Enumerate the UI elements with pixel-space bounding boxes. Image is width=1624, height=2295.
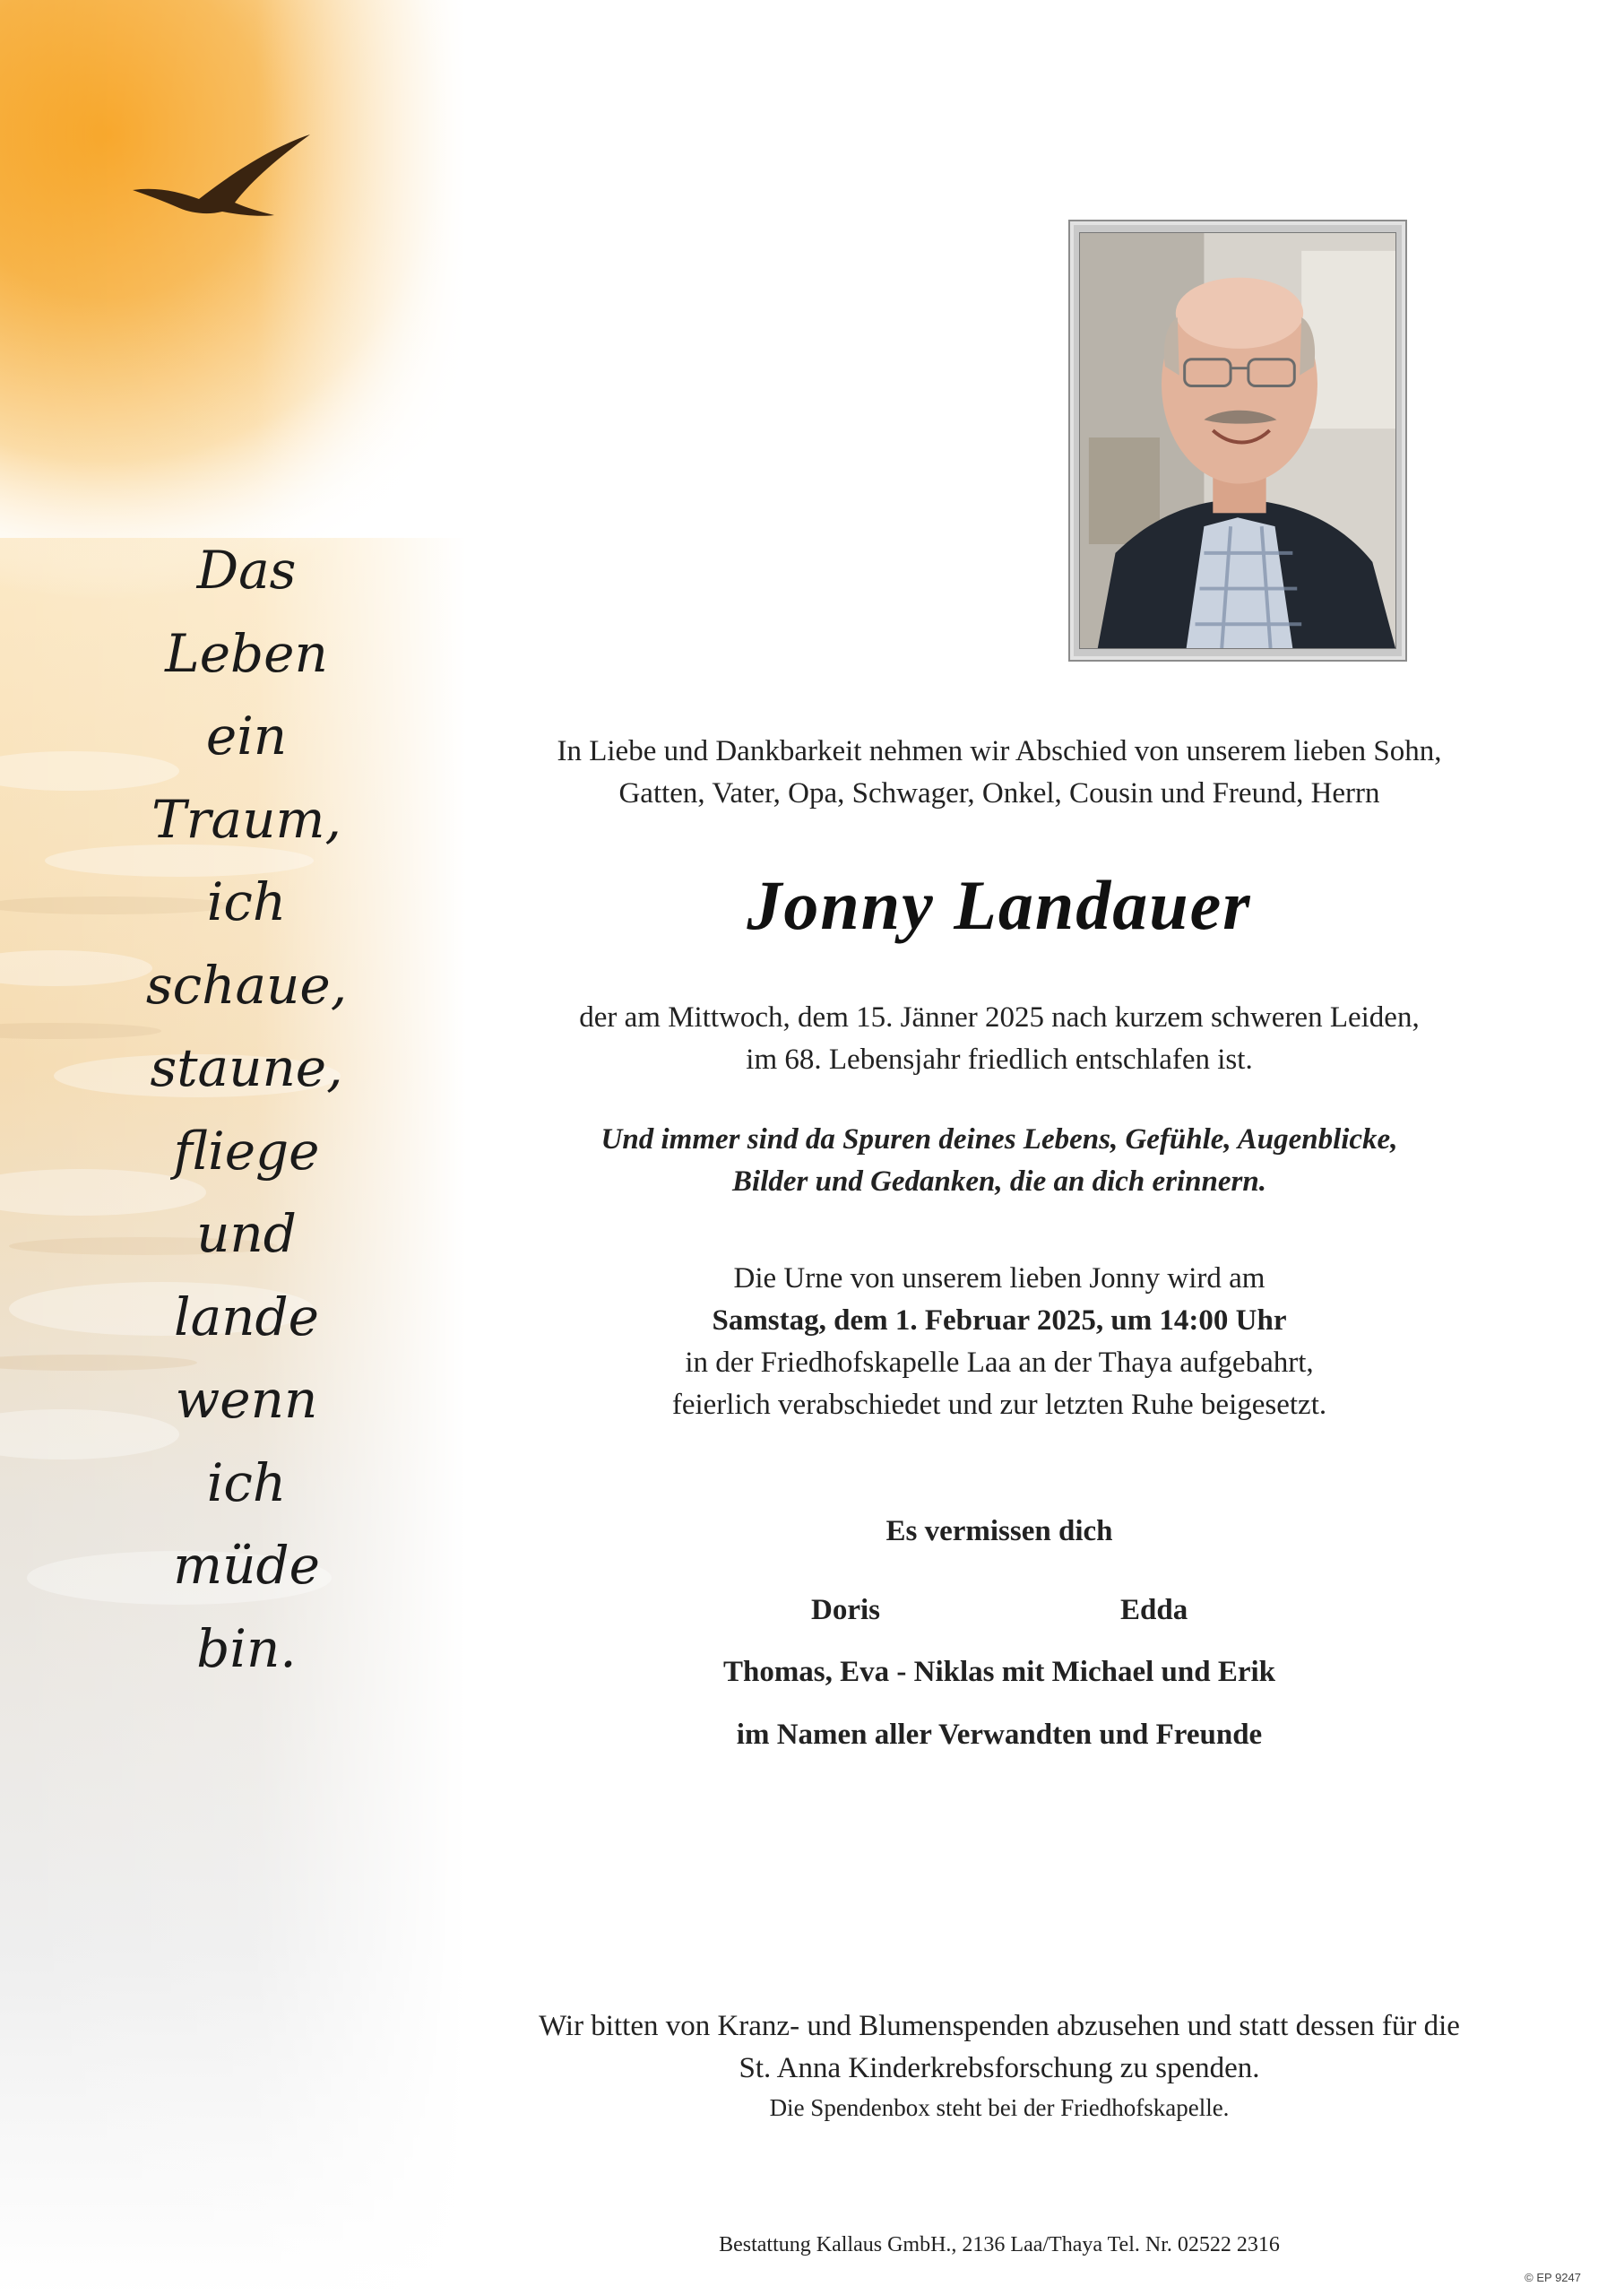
quote-line: Und immer sind da Spuren deines Lebens, Gefühle, Augenblicke, [600, 1123, 1398, 1156]
poem-line: lande [174, 1286, 319, 1347]
print-code: © EP 9247 [1525, 2271, 1581, 2284]
poem-line: ich [206, 871, 287, 932]
portrait-photo [1079, 232, 1396, 649]
funeral-home-footer: Bestattung Kallaus GmbH., 2136 Laa/Thaya Tel. Nr. 02522 2316 [719, 2233, 1280, 2256]
deceased-name: Jonny Landauer [747, 866, 1252, 944]
poem-line: wenn [175, 1369, 318, 1430]
poem-line: Leben [165, 622, 328, 684]
poem-line: und [196, 1203, 297, 1264]
death-line: im 68. Lebensjahr friedlich entschlafen ist. [746, 1044, 1253, 1076]
poem-line: ich [206, 1451, 287, 1513]
funeral-line: Die Urne von unserem lieben Jonny wird am [733, 1262, 1266, 1295]
poem-line: schaue, [145, 954, 348, 1016]
intro-text [466, 731, 1533, 815]
funeral-details [466, 1258, 1533, 1426]
poem-line: bin. [196, 1617, 297, 1679]
mourner-name: Doris [811, 1594, 880, 1626]
death-details [466, 997, 1533, 1081]
intro-line: Gatten, Vater, Opa, Schwager, Onkel, Cousin und Freund, Herrn [618, 777, 1380, 810]
poem-line: Das [196, 540, 297, 601]
poem-line: ein [205, 706, 288, 766]
poem-line: fliege [173, 1120, 320, 1182]
poem-line: staune, [150, 1037, 343, 1098]
intro-line: In Liebe und Dankbarkeit nehmen wir Abschied von unserem lieben Sohn, [557, 735, 1442, 767]
donation-note [466, 2005, 1533, 2126]
memorial-quote [466, 1119, 1533, 1203]
mourners-relatives: im Namen aller Verwandten und Freunde [736, 1719, 1263, 1751]
poem-line: Traum, [151, 788, 341, 850]
donation-line: Wir bitten von Kranz- und Blumenspenden abzusehen und statt dessen für die [539, 2010, 1460, 2042]
mourners-family: Thomas, Eva - Niklas mit Michael und Erik [722, 1656, 1276, 1688]
donation-box-note: Die Spendenbox steht bei der Friedhofskapelle. [769, 2094, 1230, 2121]
funeral-line: in der Friedhofskapelle Laa an der Thaya aufgebahrt, [685, 1347, 1314, 1379]
portrait-frame [1068, 220, 1407, 662]
quote-line: Bilder und Gedanken, die an dich erinnern. [732, 1165, 1266, 1198]
donation-line: St. Anna Kinderkrebsforschung zu spenden. [739, 2052, 1260, 2084]
poem-text [108, 529, 385, 1690]
mourners-title: Es vermissen dich [885, 1515, 1113, 1547]
mourners-names-row [789, 1589, 1291, 1632]
mourner-name: Edda [1120, 1594, 1188, 1626]
funeral-date: Samstag, dem 1. Februar 2025, um 14:00 Uhr [712, 1304, 1287, 1337]
poem-line: müde [173, 1535, 320, 1596]
death-line: der am Mittwoch, dem 15. Jänner 2025 nach kurzem schweren Leiden, [579, 1001, 1420, 1034]
funeral-line: feierlich verabschiedet und zur letzten Ruhe beigesetzt. [671, 1389, 1327, 1421]
